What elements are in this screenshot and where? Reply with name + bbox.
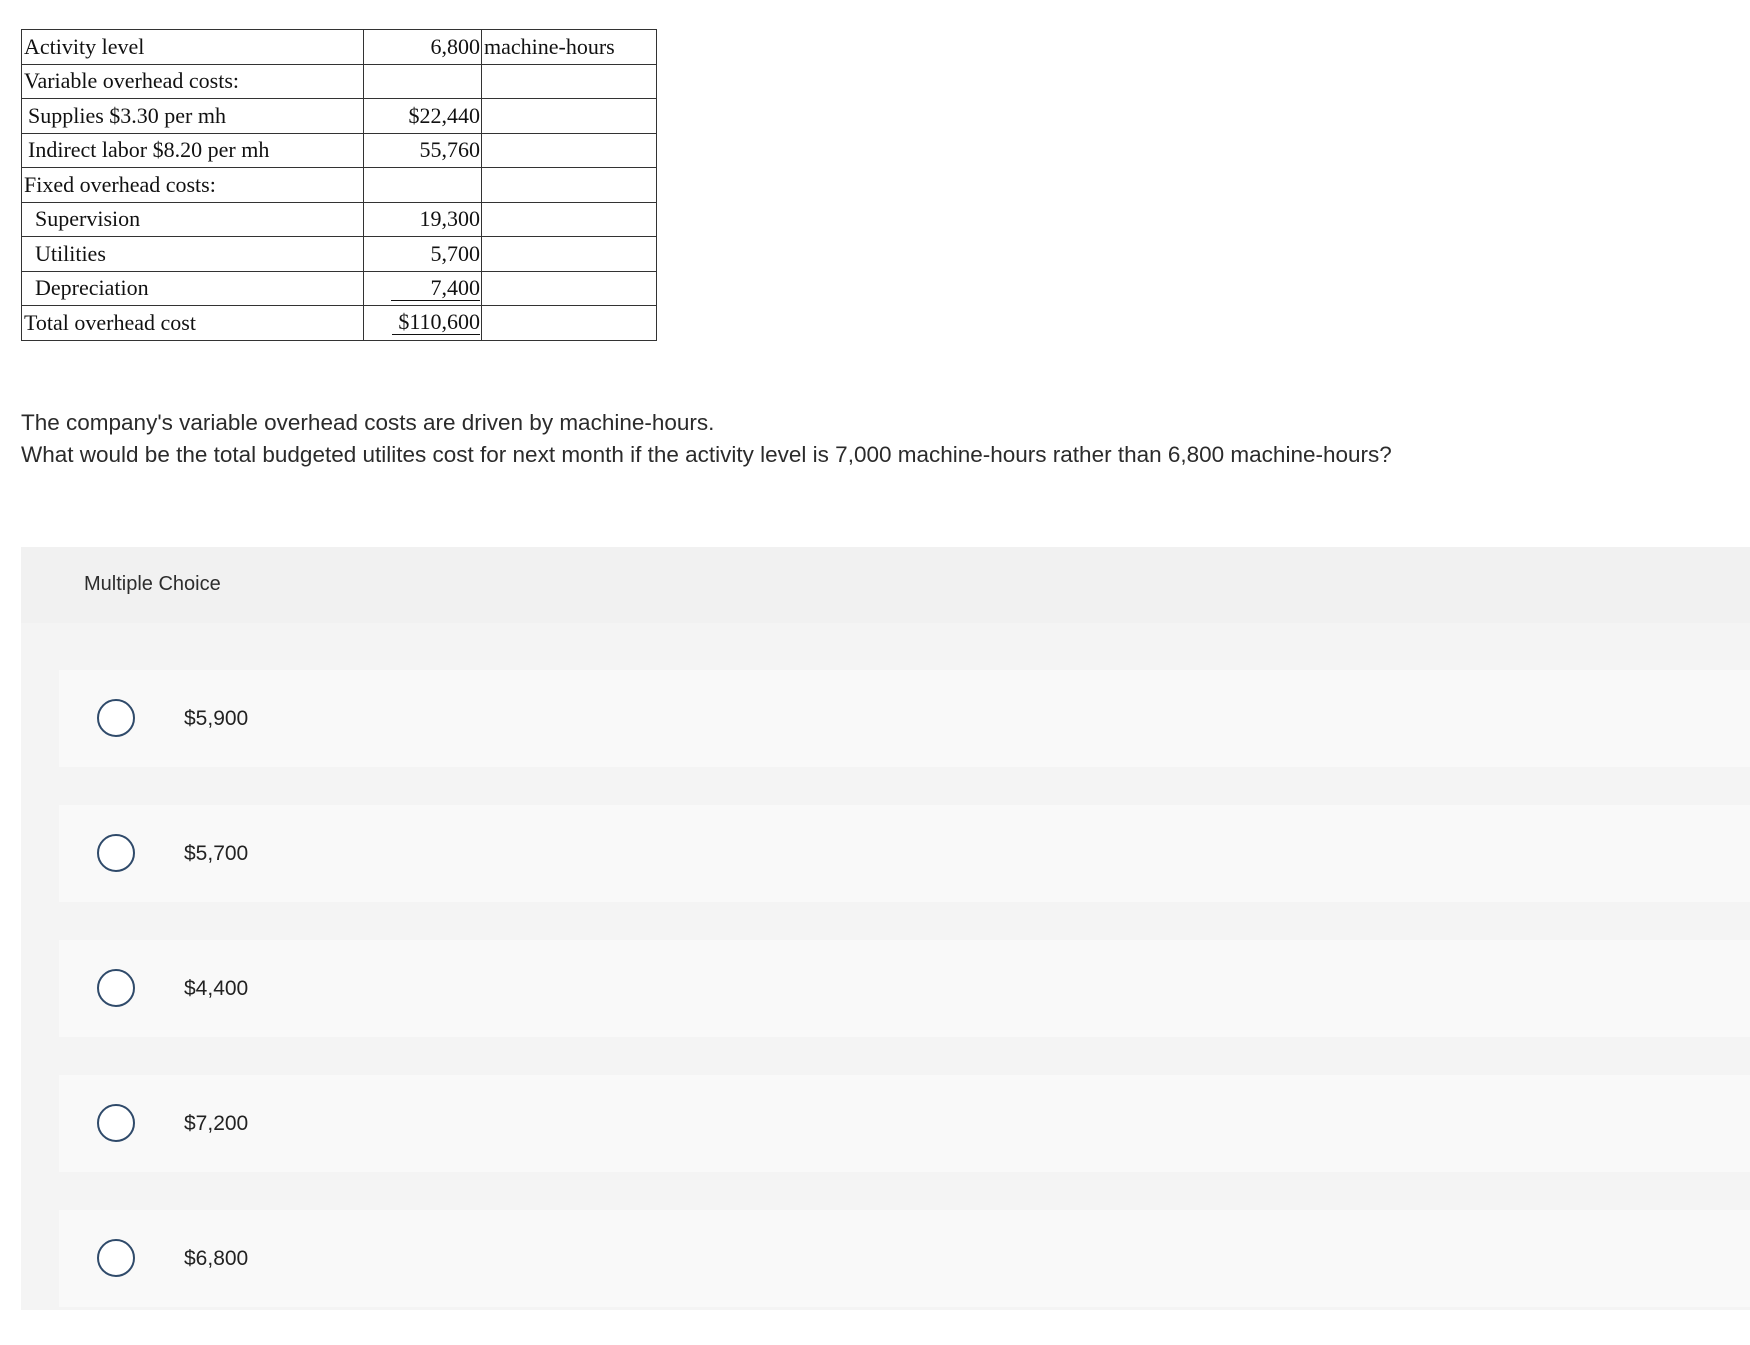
choice-option-1[interactable] (59, 670, 1750, 767)
table-row (22, 30, 657, 65)
row-label-variable-heading: Variable overhead costs: (22, 64, 364, 99)
row-amount-depreciation-cell (364, 271, 482, 306)
row-amount-utilities: 5,700 (364, 237, 482, 272)
table-row (22, 306, 657, 341)
row-amount-activity-level: 6,800 (364, 30, 482, 65)
multiple-choice-header (21, 547, 1750, 623)
row-label-total: Total overhead cost (22, 306, 364, 341)
choice-label: $5,700 (184, 842, 249, 865)
choice-label: $6,800 (184, 1247, 249, 1270)
row-unit-empty (482, 168, 657, 203)
table-row (22, 64, 657, 99)
multiple-choice-panel (21, 547, 1750, 1310)
multiple-choice-title: Multiple Choice (84, 573, 221, 595)
row-label-indirect-labor: Indirect labor $8.20 per mh (22, 133, 364, 168)
row-unit-empty (482, 237, 657, 272)
row-amount-variable-heading (364, 64, 482, 99)
choice-option-3[interactable] (59, 940, 1750, 1037)
row-label-supplies: Supplies $3.30 per mh (22, 99, 364, 134)
row-amount-supplies: $22,440 (364, 99, 482, 134)
radio-button-icon[interactable] (97, 969, 135, 1007)
row-amount-indirect-labor: 55,760 (364, 133, 482, 168)
row-label-activity-level: Activity level (22, 30, 364, 65)
row-amount-fixed-heading (364, 168, 482, 203)
table-row (22, 271, 657, 306)
row-unit-empty (482, 133, 657, 168)
row-unit-empty (482, 99, 657, 134)
radio-button-icon[interactable] (97, 1239, 135, 1277)
overhead-cost-table (21, 29, 657, 341)
radio-button-icon[interactable] (97, 834, 135, 872)
row-label-fixed-heading: Fixed overhead costs: (22, 168, 364, 203)
choice-option-4[interactable] (59, 1075, 1750, 1172)
choice-label: $5,900 (184, 707, 249, 730)
row-unit-activity-level: machine-hours (482, 30, 657, 65)
choice-list (59, 670, 1750, 1345)
table-row (22, 237, 657, 272)
choice-option-5[interactable] (59, 1210, 1750, 1307)
question-line-2: What would be the total budgeted utilites cost for next month if the activity level is 7,000 machine-hours rather than 6,800 machine-hours? (21, 442, 1392, 467)
question-text (21, 407, 1392, 471)
choice-label: $7,200 (184, 1112, 249, 1135)
radio-button-icon[interactable] (97, 1104, 135, 1142)
table-row (22, 168, 657, 203)
row-unit-empty (482, 271, 657, 306)
table-row (22, 99, 657, 134)
row-label-depreciation: Depreciation (22, 271, 364, 306)
question-line-1: The company's variable overhead costs are driven by machine-hours. (21, 410, 715, 435)
row-label-utilities: Utilities (22, 237, 364, 272)
row-amount-total-cell (364, 306, 482, 341)
choice-label: $4,400 (184, 977, 249, 1000)
row-amount-depreciation: 7,400 (391, 276, 481, 301)
choice-option-2[interactable] (59, 805, 1750, 902)
row-unit-empty (482, 202, 657, 237)
row-unit-empty (482, 306, 657, 341)
row-unit-empty (482, 64, 657, 99)
row-amount-supervision: 19,300 (364, 202, 482, 237)
radio-button-icon[interactable] (97, 699, 135, 737)
row-label-supervision: Supervision (22, 202, 364, 237)
row-amount-total: $110,600 (392, 310, 480, 335)
table-row (22, 133, 657, 168)
table-row (22, 202, 657, 237)
